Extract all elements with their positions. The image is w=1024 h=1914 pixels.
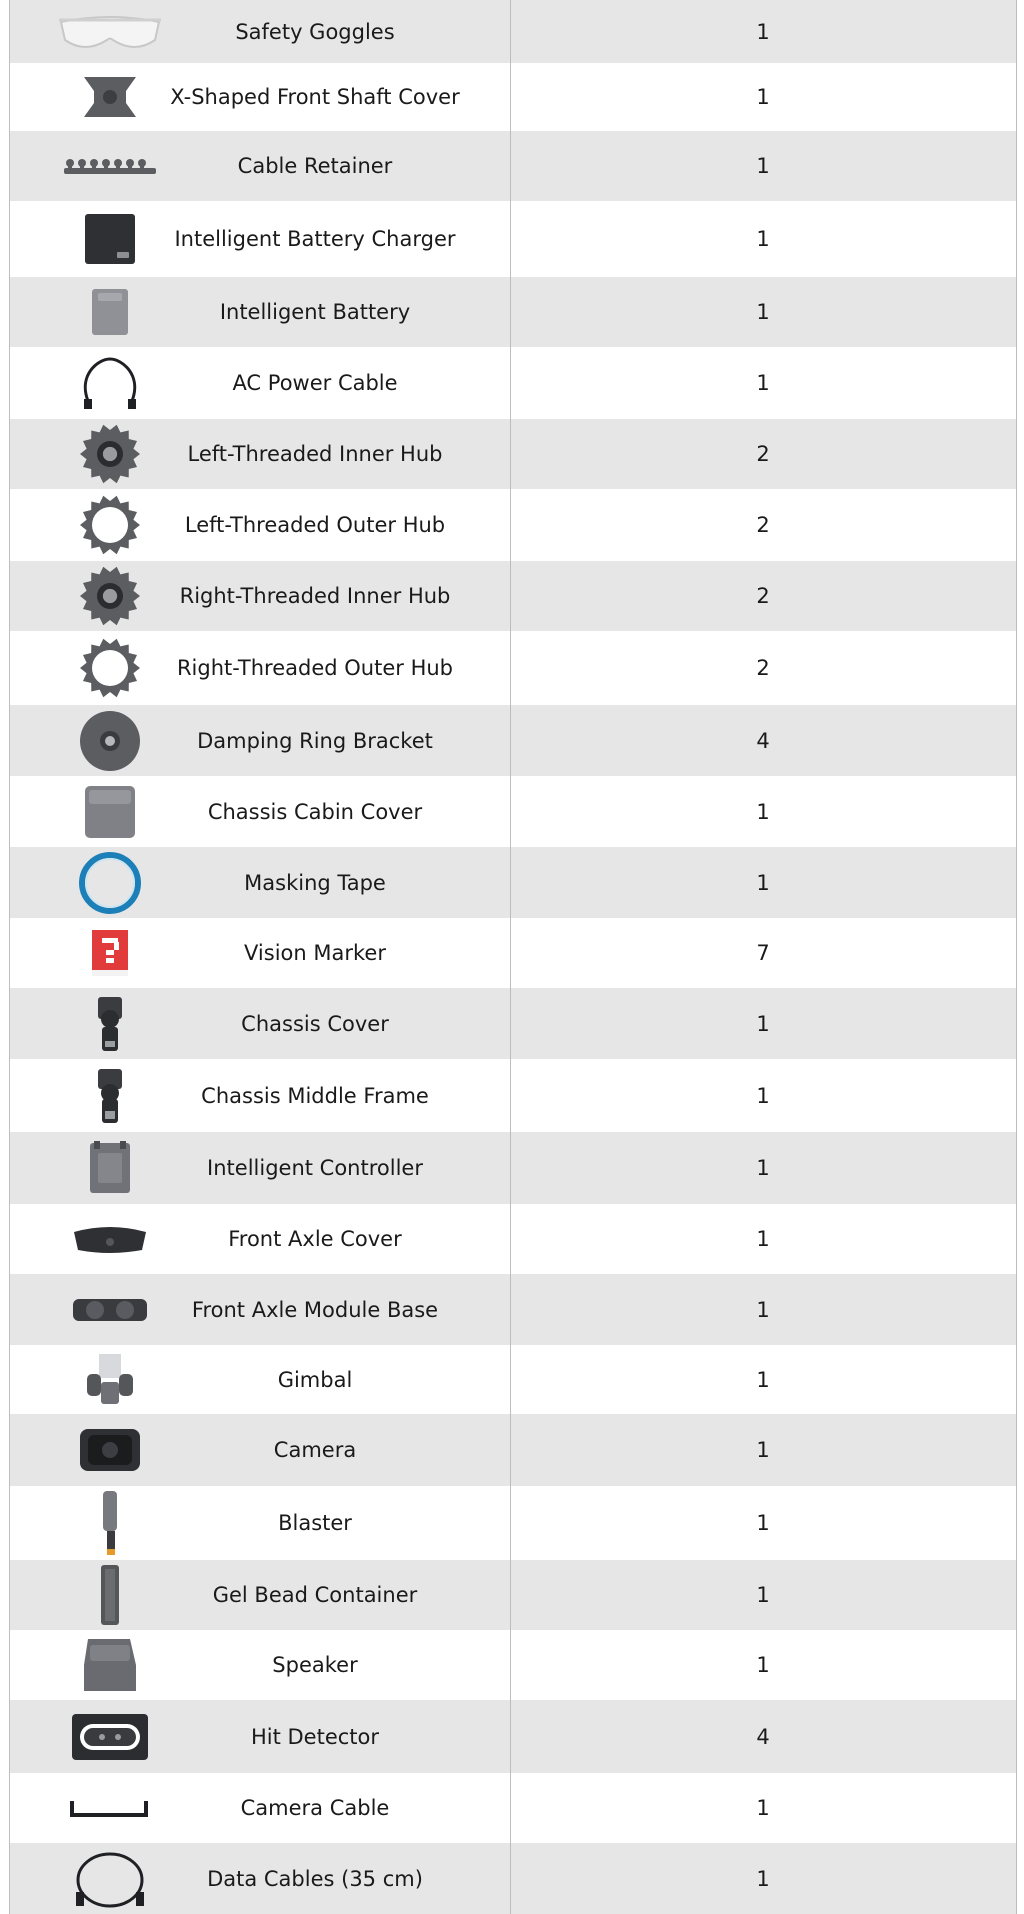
- item-quantity: 1: [756, 1866, 770, 1891]
- item-quantity: 1: [756, 799, 770, 824]
- item-name: Right-Threaded Outer Hub: [176, 656, 454, 680]
- item-quantity: 1: [756, 85, 770, 109]
- item-name: Camera Cable: [240, 1796, 390, 1820]
- table-row: [10, 1773, 1016, 1843]
- table-row: [10, 918, 1016, 988]
- table-row: [10, 1059, 1016, 1132]
- item-name: Camera: [273, 1438, 357, 1462]
- item-name: Front Axle Cover: [228, 1227, 402, 1251]
- table-row: [10, 1560, 1016, 1630]
- item-quantity: 1: [756, 19, 770, 44]
- table-row: [10, 1204, 1016, 1274]
- item-quantity: 1: [756, 300, 770, 324]
- item-name: Intelligent Controller: [207, 1156, 423, 1180]
- item-name: Gel Bead Container: [212, 1583, 418, 1607]
- item-name: Front Axle Module Base: [191, 1297, 439, 1322]
- packing-list-table: [9, 0, 1017, 1914]
- table-row: [10, 277, 1016, 347]
- table-row: [10, 1274, 1016, 1345]
- table-row: [10, 1630, 1016, 1700]
- item-quantity: 2: [756, 584, 770, 608]
- table-row: [10, 631, 1016, 705]
- item-quantity: 1: [756, 1438, 770, 1462]
- item-name: Damping Ring Bracket: [197, 728, 433, 753]
- item-quantity: 4: [756, 1724, 770, 1749]
- item-quantity: 1: [756, 1011, 770, 1036]
- item-name: Cable Retainer: [237, 154, 393, 178]
- item-quantity: 1: [756, 1653, 770, 1677]
- item-quantity: 1: [756, 1511, 770, 1535]
- table-row: [10, 201, 1016, 277]
- table-row: [10, 561, 1016, 631]
- item-quantity: 1: [756, 154, 770, 178]
- item-name: Hit Detector: [250, 1724, 380, 1749]
- item-quantity: 1: [756, 1227, 770, 1251]
- table-row: [10, 489, 1016, 561]
- table-row: [10, 0, 1016, 63]
- item-name: Gimbal: [277, 1367, 353, 1392]
- item-quantity: 1: [756, 227, 770, 251]
- item-quantity: 1: [756, 870, 770, 895]
- item-name: Vision Marker: [244, 941, 386, 965]
- item-name: Safety Goggles: [235, 19, 395, 44]
- table-row: [10, 776, 1016, 847]
- item-quantity: 1: [756, 1156, 770, 1180]
- item-name: Data Cables (35 cm): [207, 1866, 423, 1891]
- table-row: [10, 347, 1016, 419]
- table-row: [10, 1843, 1016, 1914]
- item-quantity: 1: [756, 1367, 770, 1392]
- item-quantity: 2: [756, 442, 770, 466]
- item-name: Blaster: [278, 1511, 352, 1535]
- item-name: Speaker: [272, 1653, 358, 1677]
- table-row: [10, 1132, 1016, 1204]
- item-quantity: 1: [756, 371, 770, 395]
- table-row: [10, 1345, 1016, 1414]
- table-row: [10, 419, 1016, 489]
- table-row: [10, 1486, 1016, 1560]
- table-row: [10, 847, 1016, 918]
- table-row: [10, 63, 1016, 131]
- column-divider: [510, 0, 511, 1914]
- item-name: Chassis Middle Frame: [201, 1083, 429, 1108]
- item-quantity: 1: [756, 1583, 770, 1607]
- item-name: Left-Threaded Inner Hub: [187, 442, 443, 466]
- item-name: Intelligent Battery Charger: [174, 227, 456, 251]
- item-name: Right-Threaded Inner Hub: [179, 584, 451, 608]
- table-row: [10, 705, 1016, 776]
- item-quantity: 7: [756, 941, 770, 965]
- item-quantity: 1: [756, 1796, 770, 1820]
- table-row: [10, 131, 1016, 201]
- item-quantity: 1: [756, 1297, 770, 1322]
- table-row: [10, 1414, 1016, 1486]
- item-name: X-Shaped Front Shaft Cover: [170, 85, 460, 109]
- item-name: Intelligent Battery: [219, 300, 411, 324]
- item-name: Chassis Cover: [241, 1011, 389, 1036]
- item-quantity: 4: [756, 728, 770, 753]
- table-row: [10, 988, 1016, 1059]
- item-name: Masking Tape: [244, 870, 386, 895]
- item-name: Left-Threaded Outer Hub: [184, 513, 446, 537]
- item-quantity: 2: [756, 656, 770, 680]
- item-name: AC Power Cable: [232, 371, 398, 395]
- item-quantity: 2: [756, 513, 770, 537]
- item-quantity: 1: [756, 1083, 770, 1108]
- item-name: Chassis Cabin Cover: [207, 799, 423, 824]
- table-row: [10, 1700, 1016, 1773]
